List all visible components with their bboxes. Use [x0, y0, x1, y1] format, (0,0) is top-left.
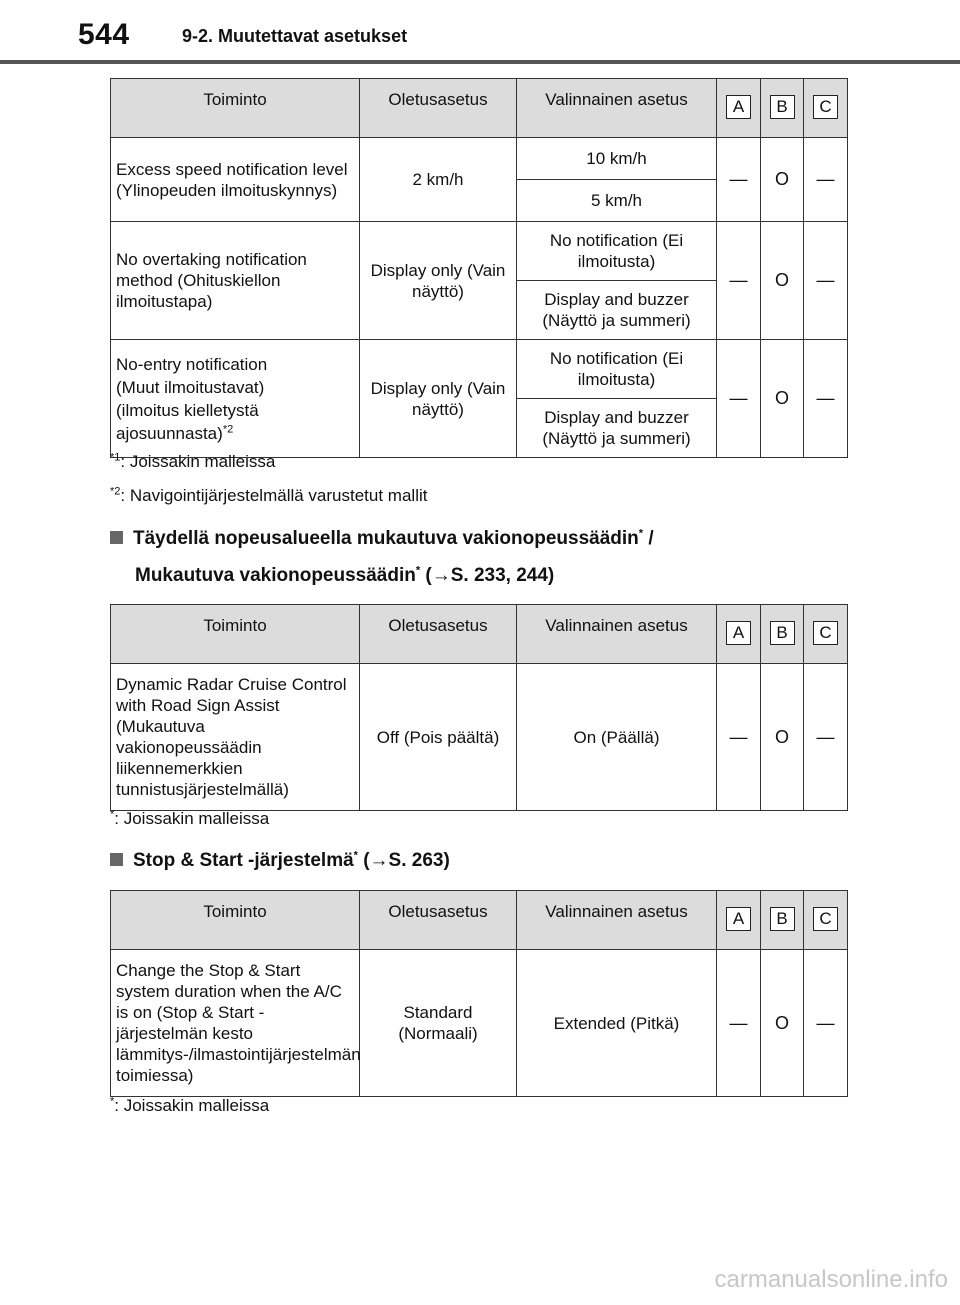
column-b-label: B [770, 907, 795, 931]
column-header-function: Toiminto [111, 605, 360, 664]
function-cell: Excess speed notification level (Ylinopeuden ilmoituskynnys) [111, 138, 360, 222]
page-reference: (→S. 233, 244) [420, 565, 555, 586]
column-b-label: B [770, 621, 795, 645]
column-a-label: A [726, 621, 751, 645]
footnote [110, 1096, 269, 1116]
option-cell: On (Päällä) [517, 664, 717, 811]
column-c-value: — [804, 222, 848, 340]
column-header-default: Oletusasetus [360, 605, 517, 664]
footnote-text: : Joissakin malleissa [114, 1096, 270, 1115]
footnote-mark: * [415, 564, 421, 577]
footnote-text: : Navigointijärjestelmällä varustetut mallit [120, 486, 428, 505]
watermark: carmanualsonline.info [714, 1266, 948, 1293]
settings-table-speed-notifications [110, 78, 848, 458]
column-header-function: Toiminto [111, 891, 360, 950]
function-cell: No overtaking notification method (Ohituskiellon ilmoitustapa) [111, 222, 360, 340]
square-bullet-icon [110, 853, 123, 866]
column-c-label: C [813, 95, 838, 119]
column-header-a [717, 79, 761, 138]
function-cell [111, 340, 360, 458]
function-line: No-entry notification [116, 354, 268, 374]
settings-table-cruise-control [110, 604, 848, 811]
column-header-optional: Valinnainen asetus [517, 605, 717, 664]
section-heading-continued [135, 565, 554, 587]
option-cell: 10 km/h [517, 138, 717, 180]
settings-table-stop-start [110, 890, 848, 1097]
footnote [110, 452, 275, 472]
header-divider [0, 60, 960, 64]
column-header-default: Oletusasetus [360, 79, 517, 138]
footnote-mark: * [110, 808, 115, 821]
section-title: 9-2. Muutettavat asetukset [182, 26, 408, 46]
footnote-mark: * [638, 527, 644, 540]
function-line-last [116, 423, 354, 444]
column-header-a [717, 891, 761, 950]
table-header-row [111, 79, 848, 138]
function-cell: Dynamic Radar Cruise Control with Road Sign Assist (Mukautuva vakionopeussäädin liikennemerkkien tunnistusjärjestelmällä) [111, 664, 360, 811]
column-a-value: — [717, 222, 761, 340]
default-cell: Standard (Normaali) [360, 950, 517, 1097]
column-c-label: C [813, 907, 838, 931]
column-c-value: — [804, 664, 848, 811]
footnote [110, 486, 427, 506]
column-c-value: — [804, 950, 848, 1097]
column-a-value: — [717, 664, 761, 811]
column-header-b [761, 605, 804, 664]
column-a-label: A [726, 95, 751, 119]
section-heading [110, 528, 654, 550]
column-header-b [761, 891, 804, 950]
function-line: (ilmoitus kielletystä [116, 400, 259, 420]
default-cell: Display only (Vain näyttö) [360, 340, 517, 458]
default-cell: Display only (Vain näyttö) [360, 222, 517, 340]
column-a-value: — [717, 138, 761, 222]
option-cell: No notification (Ei ilmoitusta) [517, 222, 717, 281]
option-cell: No notification (Ei ilmoitusta) [517, 340, 717, 399]
option-cell: Extended (Pitkä) [517, 950, 717, 1097]
section-heading-text: Stop & Start -järjestelmä [133, 850, 354, 871]
footnote-mark: *1 [110, 451, 121, 464]
default-cell: Off (Pois päältä) [360, 664, 517, 811]
column-header-function: Toiminto [111, 79, 360, 138]
column-b-value: O [761, 950, 804, 1097]
column-header-c [804, 605, 848, 664]
footnote-text: : Joissakin malleissa [114, 809, 270, 828]
option-cell: Display and buzzer (Näyttö ja summeri) [517, 281, 717, 340]
column-b-value: O [761, 222, 804, 340]
square-bullet-icon [110, 531, 123, 544]
column-header-c [804, 891, 848, 950]
footnote-mark: *2 [110, 485, 121, 498]
footnote-mark: *2 [222, 422, 234, 435]
table-row [111, 222, 848, 281]
column-header-optional: Valinnainen asetus [517, 79, 717, 138]
footnote-mark: * [353, 849, 358, 862]
column-a-value: — [717, 340, 761, 458]
column-header-b [761, 79, 804, 138]
page-number: 544 [78, 18, 130, 51]
column-b-value: O [761, 340, 804, 458]
column-header-a [717, 605, 761, 664]
footnote-text: : Joissakin malleissa [120, 452, 276, 471]
column-header-c [804, 79, 848, 138]
table-row [111, 664, 848, 811]
table-row [111, 138, 848, 180]
section-heading [110, 850, 450, 872]
function-line: ajosuunnasta) [116, 423, 223, 443]
column-b-value: O [761, 664, 804, 811]
column-b-value: O [761, 138, 804, 222]
section-heading-text: Täydellä nopeusalueella mukautuva vakionopeussäädin [133, 528, 639, 549]
column-c-value: — [804, 138, 848, 222]
column-c-value: — [804, 340, 848, 458]
column-a-label: A [726, 907, 751, 931]
footnote-mark: * [110, 1095, 115, 1108]
table-header-row [111, 891, 848, 950]
section-heading-text: / [643, 528, 654, 549]
column-b-label: B [770, 95, 795, 119]
footnote [110, 809, 269, 829]
column-header-optional: Valinnainen asetus [517, 891, 717, 950]
section-heading-text: Mukautuva vakionopeussäädin [135, 565, 416, 586]
column-c-label: C [813, 621, 838, 645]
table-row [111, 340, 848, 399]
default-cell: 2 km/h [360, 138, 517, 222]
table-row [111, 950, 848, 1097]
function-line: (Muut ilmoitustavat) [116, 377, 265, 397]
page-reference: (→S. 263) [357, 850, 450, 871]
option-cell: 5 km/h [517, 180, 717, 222]
function-cell: Change the Stop & Start system duration when the A/C is on (Stop & Start -järjestelmän kesto lämmitys-/ilmastointijärjestelmän toimiessa) [111, 950, 360, 1097]
table-header-row [111, 605, 848, 664]
column-header-default: Oletusasetus [360, 891, 517, 950]
column-a-value: — [717, 950, 761, 1097]
option-cell: Display and buzzer (Näyttö ja summeri) [517, 399, 717, 458]
